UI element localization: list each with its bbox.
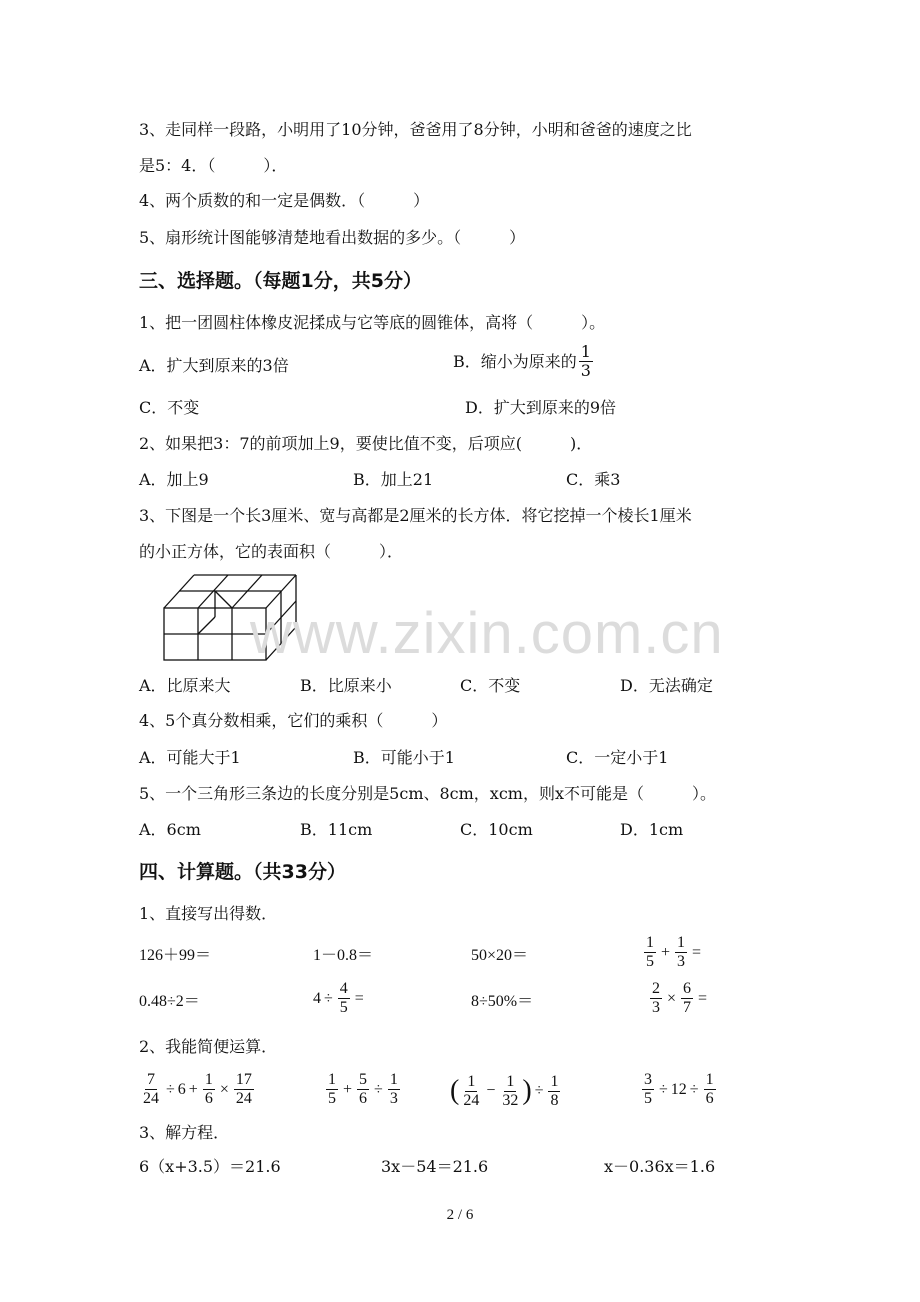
fraction: $\frac{1}{32}$: [502, 1072, 519, 1109]
calc-5: 0.48÷2＝: [139, 993, 200, 1010]
judge-q3-line1: 3、走同样一段路，小明用了10分钟，爸爸用了8分钟，小明和爸爸的速度之比: [139, 120, 692, 139]
s3-q1: 1、把一团圆柱体橡皮泥揉成与它等底的圆锥体，高将（ ）。: [139, 313, 606, 332]
fraction: $\frac{4}{5}$: [339, 980, 348, 1016]
section3-heading: 三、选择题。（每题1分，共5分）: [139, 270, 422, 292]
fraction: $\frac{2}{3}$: [652, 980, 660, 1016]
s3-q5-option-d: D．1cm: [620, 820, 684, 839]
calc-2: 1－0.8＝: [313, 947, 374, 964]
s3-q2-option-a: A．加上9: [139, 470, 209, 489]
calc-3: 50×20＝: [471, 947, 529, 964]
calc-7: 8÷50%＝: [471, 993, 534, 1010]
s3-q1-option-a: A．扩大到原来的3倍: [139, 356, 289, 375]
fraction: $\frac{1}{5}$: [646, 934, 654, 970]
simplify-4: $\frac{3}{5}$ ÷ 12 ÷ $\frac{1}{6}$: [644, 1071, 714, 1107]
judge-q4: 4、两个质数的和一定是偶数．（ ）: [139, 191, 430, 210]
s3-q5-option-a: A．6cm: [139, 820, 201, 839]
fraction: $\frac{7}{24}$: [143, 1071, 159, 1107]
fraction-denominator: 3: [580, 361, 591, 380]
s3-q4-option-a: A．可能大于1: [139, 748, 241, 767]
s3-q4-option-b: B．可能小于1: [353, 748, 455, 767]
s3-q5-option-c: C．10cm: [460, 820, 533, 839]
judge-q3-line2: 是5：4．（ ）．: [139, 156, 288, 175]
equation-3: x－0.36x＝1.6: [604, 1157, 716, 1176]
fraction: $\frac{5}{6}$: [359, 1071, 368, 1107]
s3-q4-option-c: C．一定小于1: [566, 748, 669, 767]
judge-q5: 5、扇形统计图能够清楚地看出数据的多少。（ ）: [139, 228, 526, 247]
s3-q1-option-c: C．不变: [139, 398, 200, 417]
s3-q2-option-c: C．乘3: [566, 470, 621, 489]
s3-q5: 5、一个三角形三条边的长度分别是5cm、8cm，xcm，则x不可能是（ ）。: [139, 784, 716, 803]
fraction: $\frac{1}{6}$: [204, 1071, 213, 1107]
calc-6: 4 ÷ $\frac{4}{5}$ =: [313, 980, 364, 1016]
s3-q1-option-b-text: B．缩小为原来的: [453, 351, 577, 371]
calc-8: $\frac{2}{3}$ × $\frac{6}{7}$ =: [652, 980, 708, 1016]
fraction: $\frac{1}{3}$: [677, 934, 686, 970]
fraction: $\frac{1}{5}$: [328, 1071, 336, 1107]
simplify-3: ( $\frac{1}{24}$ − $\frac{1}{32}$ ) ÷ $\frac{1}{8}$: [450, 1072, 559, 1109]
simplify-1: $\frac{7}{24}$ ÷ 6 + $\frac{1}{6}$ × $\frac{17}{24}$: [143, 1071, 252, 1107]
equation-1: 6（x+3.5）＝21.6: [139, 1157, 281, 1176]
page-number: 2 / 6: [446, 1207, 474, 1223]
fraction: $\frac{3}{5}$: [644, 1071, 652, 1107]
cuboid-figure: [160, 570, 300, 665]
s3-q1-option-d: D．扩大到原来的9倍: [465, 398, 617, 417]
fraction: $\frac{1}{6}$: [705, 1071, 714, 1107]
s3-q3-option-b: B．比原来小: [300, 676, 392, 695]
fraction-numerator: 1: [580, 342, 591, 361]
equation-2: 3x－54＝21.6: [381, 1157, 489, 1176]
s3-q3-option-c: C．不变: [460, 676, 521, 695]
s3-q3-line1: 3、下图是一个长3厘米、宽与高都是2厘米的长方体．将它挖掉一个棱长1厘米: [139, 506, 692, 525]
watermark: www.zixin.com.cn: [250, 601, 724, 666]
simplify-2: $\frac{1}{5}$ + $\frac{5}{6}$ ÷ $\frac{1}{3}$: [328, 1071, 398, 1107]
calc-4: $\frac{1}{5}$ + $\frac{1}{3}$ =: [646, 934, 702, 970]
calc-1: 126＋99＝: [139, 947, 212, 964]
s3-q2-option-b: B．加上21: [353, 470, 434, 489]
s3-q1-option-b-fraction: [579, 343, 593, 380]
s3-q3-line2: 的小正方体，它的表面积（ ）．: [139, 542, 404, 561]
s3-q2: 2、如果把3：7的前项加上9，要使比值不变，后项应( )．: [139, 434, 593, 453]
s3-q4: 4、5个真分数相乘，它们的乘积（ ）: [139, 711, 448, 730]
s4-sub1: 1、直接写出得数．: [139, 904, 278, 923]
s4-sub2: 2、我能简便运算．: [139, 1037, 278, 1056]
fraction: $\frac{1}{8}$: [550, 1072, 559, 1109]
s3-q3-option-a: A．比原来大: [139, 676, 231, 695]
s3-q1-option-b: [453, 343, 595, 380]
s4-sub3: 3、解方程．: [139, 1123, 230, 1142]
fraction: $\frac{1}{3}$: [389, 1071, 398, 1107]
fraction: $\frac{17}{24}$: [235, 1071, 252, 1107]
s3-q5-option-b: B．11cm: [300, 820, 373, 839]
fraction: $\frac{1}{24}$: [463, 1072, 480, 1109]
fraction: $\frac{6}{7}$: [683, 980, 692, 1016]
s3-q3-option-d: D．无法确定: [620, 676, 713, 695]
section4-heading: 四、计算题。（共33分）: [139, 861, 346, 883]
